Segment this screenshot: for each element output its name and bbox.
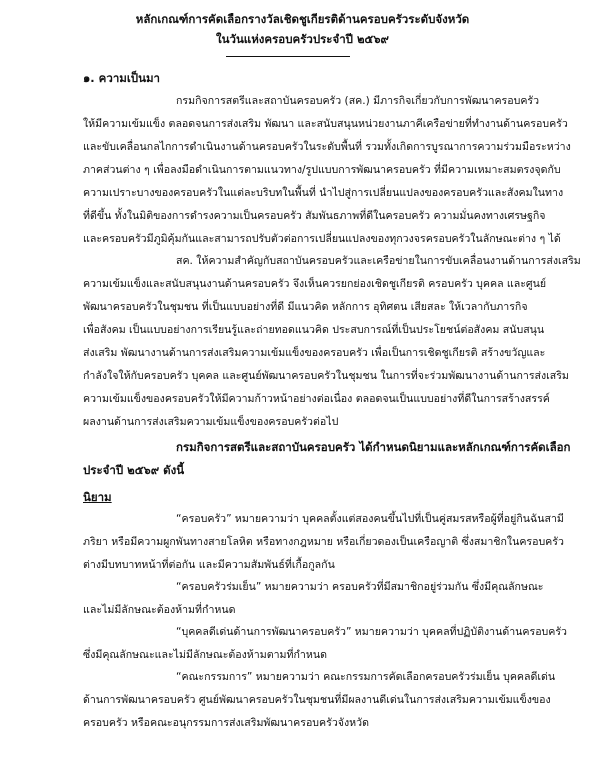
definition-line: ต่างมีบทบาทหน้าที่ต่อกัน และมีความสัมพันธ์ที่เกื้อกูลกัน bbox=[83, 559, 335, 571]
document-subtitle: ในวันแห่งครอบครัวประจำปี ๒๕๖๙ bbox=[216, 32, 389, 46]
paragraph-line: กรมกิจการสตรีและสถาบันครอบครัว (สค.) มีภารกิจเกี่ยวกับการพัฒนาครอบครัว bbox=[176, 95, 540, 107]
definition-line: ภริยา หรือมีความผูกพันทางสายโลหิต หรือทางกฎหมาย หรือเกี่ยวดองเป็นเครือญาติ ซึ่งสมาชิกในครอบครัว bbox=[83, 536, 564, 548]
definition-line: ซึ่งมีคุณลักษณะและไม่มีลักษณะต้องห้ามตามที่กำหนด bbox=[83, 649, 327, 661]
announcement-line: กรมกิจการสตรีและสถาบันครอบครัว ได้กำหนดนิยามและหลักเกณฑ์การคัดเลือก bbox=[176, 440, 571, 454]
definition-line: ครอบครัว หรือคณะอนุกรรมการส่งเสริมพัฒนาครอบครัวจังหวัด bbox=[83, 717, 369, 729]
paragraph-line: เพื่อสังคม เป็นแบบอย่างการเรียนรู้และถ่ายทอดแนวคิด ประสบการณ์ที่เป็นประโยชน์ต่อสังคม สนับสนุน bbox=[83, 324, 545, 336]
paragraph-line: ที่ดีขึ้น ทั้งในมิติของการดำรงความเป็นครอบครัว สัมพันธภาพที่ดีในครอบครัว ความมั่นคงทางเศรษฐกิจ bbox=[83, 210, 546, 222]
paragraph-line: ภาคส่วนต่าง ๆ เพื่อลงมือดำเนินการตามแนวทาง/รูปแบบการพัฒนาครอบครัว ที่มีความเหมาะสมตรงจุดกับ bbox=[83, 164, 561, 176]
definition-line: ด้านการพัฒนาครอบครัว ศูนย์พัฒนาครอบครัวในชุมชนที่มีผลงานดีเด่นในการส่งเสริมความเข้มแข็งของ bbox=[83, 694, 551, 706]
definitions-heading: นิยาม bbox=[83, 490, 112, 504]
definition-line: และไม่มีลักษณะต้องห้ามที่กำหนด bbox=[83, 604, 236, 616]
paragraph-line: ความเข้มแข็งของครอบครัวให้มีความก้าวหน้าอย่างต่อเนื่อง ตลอดจนเป็นแบบอย่างที่ดีในการสร้างสรรค์ bbox=[83, 393, 550, 405]
paragraph-line: ผลงานด้านการส่งเสริมความเข้มแข็งของครอบครัวต่อไป bbox=[83, 416, 339, 428]
paragraph-line: ความเข้มแข็งและสนับสนุนงานด้านครอบครัว จึงเห็นควรยกย่องเชิดชูเกียรติ ครอบครัว บุคคล และศูนย์ bbox=[83, 278, 547, 290]
definition-line: “ครอบครัว” หมายความว่า บุคคลตั้งแต่สองคนขึ้นไปที่เป็นคู่สมรสหรือผู้ที่อยู่กินฉันสามี bbox=[176, 513, 564, 525]
paragraph-line: กำลังใจให้กับครอบครัว บุคคล และศูนย์พัฒนาครอบครัวในชุมชน ในการที่จะร่วมพัฒนางานด้านการส่งเสริม bbox=[83, 370, 569, 382]
definition-line: “บุคคลดีเด่นด้านการพัฒนาครอบครัว” หมายความว่า บุคคลที่ปฏิบัติงานด้านครอบครัว bbox=[176, 626, 568, 638]
paragraph-line: ส่งเสริม พัฒนางานด้านการส่งเสริมความเข้มแข็งของครอบครัว เพื่อเป็นการเชิดชูเกียรติ สร้างขวัญและ bbox=[83, 347, 546, 359]
paragraph-line: ความเปราะบางของครอบครัวในแต่ละบริบทในพื้นที่ นำไปสู่การเปลี่ยนแปลงของครอบครัวและสังคมในทาง bbox=[83, 187, 564, 199]
paragraph-line: และขับเคลื่อนกลไกการดำเนินงานด้านครอบครัวในระดับพื้นที่ รวมทั้งเกิดการบูรณาการความร่วมมือระหว่าง bbox=[83, 141, 571, 153]
definition-line: “ครอบครัวร่มเย็น” หมายความว่า ครอบครัวที่มีสมาชิกอยู่ร่วมกัน ซึ่งมีคุณลักษณะ bbox=[176, 581, 544, 593]
definition-line: “คณะกรรมการ” หมายความว่า คณะกรรมการคัดเลือกครอบครัวร่มเย็น บุคคลดีเด่น bbox=[176, 671, 556, 683]
title-divider bbox=[226, 56, 350, 57]
announcement-line: ประจำปี ๒๕๖๙ ดังนี้ bbox=[83, 463, 185, 477]
paragraph-line: พัฒนาครอบครัวในชุมชน ที่เป็นแบบอย่างที่ดี มีแนวคิด หลักการ อุทิศตน เสียสละ ให้เวลากับภารกิจ bbox=[83, 301, 528, 313]
section-heading-background: ๑. ความเป็นมา bbox=[83, 71, 160, 85]
paragraph-line: ให้มีความเข้มแข็ง ตลอดจนการส่งเสริม พัฒนา และสนับสนุนหน่วยงานภาคีเครือข่ายที่ทำงานด้านครอบครัว bbox=[83, 118, 568, 130]
document-title: หลักเกณฑ์การคัดเลือกรางวัลเชิดชูเกียรติด้านครอบครัวระดับจังหวัด bbox=[135, 12, 470, 26]
paragraph-line: สค. ให้ความสำคัญกับสถาบันครอบครัวและเครือข่ายในการขับเคลื่อนงานด้านการส่งเสริม bbox=[176, 255, 581, 267]
paragraph-line: และครอบครัวมีภูมิคุ้มกันและสามารถปรับตัวต่อการเปลี่ยนแปลงของทุกวงจรครอบครัวในลักษณะต่าง ๆ ได้ bbox=[83, 233, 561, 245]
